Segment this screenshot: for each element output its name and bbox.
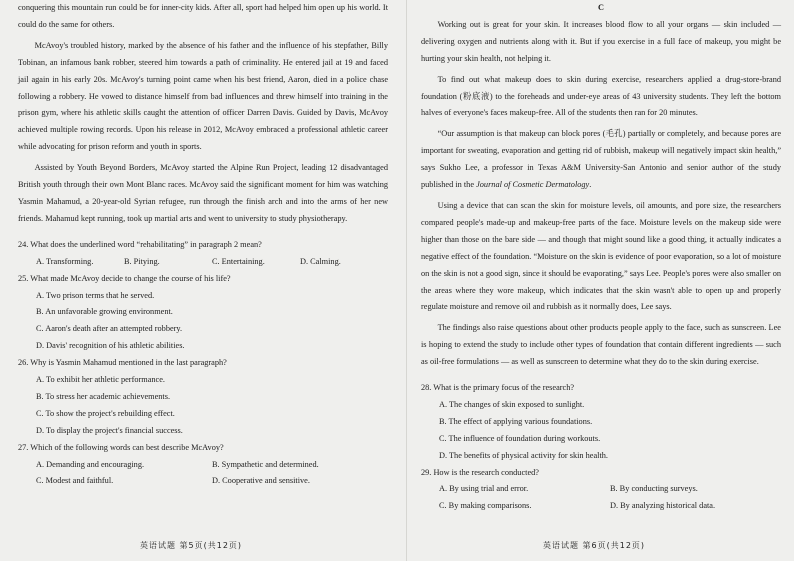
passage-paragraph: Using a device that can scan the skin for moisture levels, oil amounts, and pore size, the researchers compared people's made-up and makeup-free parts of the face. Moisture levels on the makeup side were higher than those on the bare side — and though that might sound like a good thing, it actually indicates a negative effect of the foundation. “Moisture on the skin is evidence of poor evaporation, so a lot of moisture on the skin is not a good sign, since it should be evaporating,” says Lee. People's pores were also smaller on the areas where they wore makeup, which indicates that the skin wasn't able to open up and properly regulate moisture and remove oil and rubbish as it normally does, Lee says. [421,200,781,312]
option-c[interactable]: C. Modest and faithful. [36,476,114,486]
section-heading: C [598,3,604,12]
question-stem: 29. How is the research conducted? [421,467,539,477]
question-stem: 27. Which of the following words can best describe McAvoy? [18,442,224,452]
option-c[interactable]: C. To show the project's rebuilding effect. [36,408,175,418]
option-a[interactable]: A. Demanding and encouraging. [36,459,145,469]
option-c[interactable]: C. The influence of foundation during workouts. [439,433,601,443]
option-d[interactable]: D. By analyzing historical data. [610,501,716,511]
question-stem: 26. Why is Yasmin Mahamud mentioned in the last paragraph? [18,358,227,368]
option-d[interactable]: D. To display the project's financial success. [36,425,183,435]
question-26 [18,355,388,440]
passage-paragraph: Working out is great for your skin. It increases blood flow to all your organs — skin included — delivering oxygen and nutrients along with it. But if you exercise in a full face of makeup, you might be hurting your skin health, not helping it. [421,19,781,63]
passage-paragraph: conquering this mountain run could be for inner-city kids. After all, sport had helped him open up his world. It could do the same for others. [18,3,388,29]
paragraph-end: . [589,180,592,190]
option-a[interactable]: A. The changes of skin exposed to sunlight. [439,399,585,409]
question-24 [18,237,388,271]
option-a[interactable]: A. By using trial and error. [439,484,529,494]
option-c[interactable]: C. By making comparisons. [439,501,532,511]
right-page [421,0,781,515]
option-c[interactable]: C. Aaron's death after an attempted robbery. [36,324,183,334]
question-stem: 25. What made McAvoy decide to change the course of his life? [18,273,231,283]
option-b[interactable]: B. By conducting surveys. [610,484,698,494]
page-divider [406,0,407,561]
option-a[interactable]: A. To exhibit her athletic performance. [36,375,165,385]
question-stem: 24. What does the underlined word “rehabilitating” in paragraph 2 mean? [18,239,262,249]
passage-paragraph: McAvoy's troubled history, marked by the absence of his father and the influence of his stepfather, Billy Tobinan, an infamous bank robber, steered him towards a path of criminality. He entered jail at 19 and faced jail again in his early 20s. McAvoy's turning point came when his best friend, Aaron, died in a police chase following a robbery. He vowed to distance himself from bad influences and threw himself into training in the prison gym, where his athletic skills caught the attention of officer Darren Davis. Guided by Davis, McAvoy achieved multiple rowing records. Upon his release in 2012, McAvoy embraced a professional athletic career while advocating for prison reform and youth in sports. [18,40,388,152]
option-d[interactable]: D. Davis' recognition of his athletic abilities. [36,341,185,351]
option-d[interactable]: D. The benefits of physical activity for skin health. [439,450,608,460]
page-footer-left: 英语试题 第5页(共12页) [140,541,243,550]
question-28 [421,380,781,465]
option-b[interactable]: B. The effect of applying various foundations. [439,416,593,426]
option-b[interactable]: B. Pitying. [124,256,160,266]
question-stem: 28. What is the primary focus of the research? [421,383,575,393]
option-b[interactable]: B. To stress her academic achievements. [36,391,171,401]
journal-title: Journal of Cosmetic Dermatology [476,180,590,190]
question-25 [18,271,388,356]
option-c[interactable]: C. Entertaining. [212,256,265,266]
page-footer-right: 英语试题 第6页(共12页) [543,541,646,550]
passage-paragraph: Assisted by Youth Beyond Borders, McAvoy started the Alpine Run Project, leading 12 disadvantaged British youth through their own Mont Blanc races. McAvoy said the significant moment for him was watching Yasmin Mahamud, a 20-year-old Syrian refugee, run through the finish arch and into the arms of her new friends. Mahamud kept running, took up martial arts and went to university to study physiotherapy. [18,163,388,223]
option-d[interactable]: D. Calming. [300,256,341,266]
left-page [18,0,388,490]
paragraph-text: “Our assumption is that makeup can block pores (毛孔) partially or completely, and because pores are important for sweating, evaporation and getting rid of rubbish, makeup will negatively impact skin health,” says Sukho Lee, a professor in Texas A&M University-San Antonio and senior author of the study published in the [421,129,781,190]
option-d[interactable]: D. Cooperative and sensitive. [212,476,310,486]
option-a[interactable]: A. Transforming. [36,256,94,266]
passage-paragraph [421,126,781,194]
passage-paragraph: To find out what makeup does to skin during exercise, researchers applied a drug-store-brand foundation (粉底液) to the foreheads and under-eye areas of 43 university students. They left the bottom halves of everyone's faces makeup-free. All of the students then ran for 20 minutes. [421,74,781,118]
passage-paragraph: The findings also raise questions about other products people apply to the face, such as sunscreen. Lee is hoping to extend the study to include other types of foundation that contain different ingredients — such as oil-free formulations — as well as sunscreen to determine what they do to the skin during exercise. [421,323,781,367]
option-b[interactable]: B. An unfavorable growing environment. [36,307,173,317]
question-29 [421,465,781,516]
option-b[interactable]: B. Sympathetic and determined. [212,459,319,469]
option-a[interactable]: A. Two prison terms that he served. [36,290,155,300]
question-27 [18,440,388,491]
